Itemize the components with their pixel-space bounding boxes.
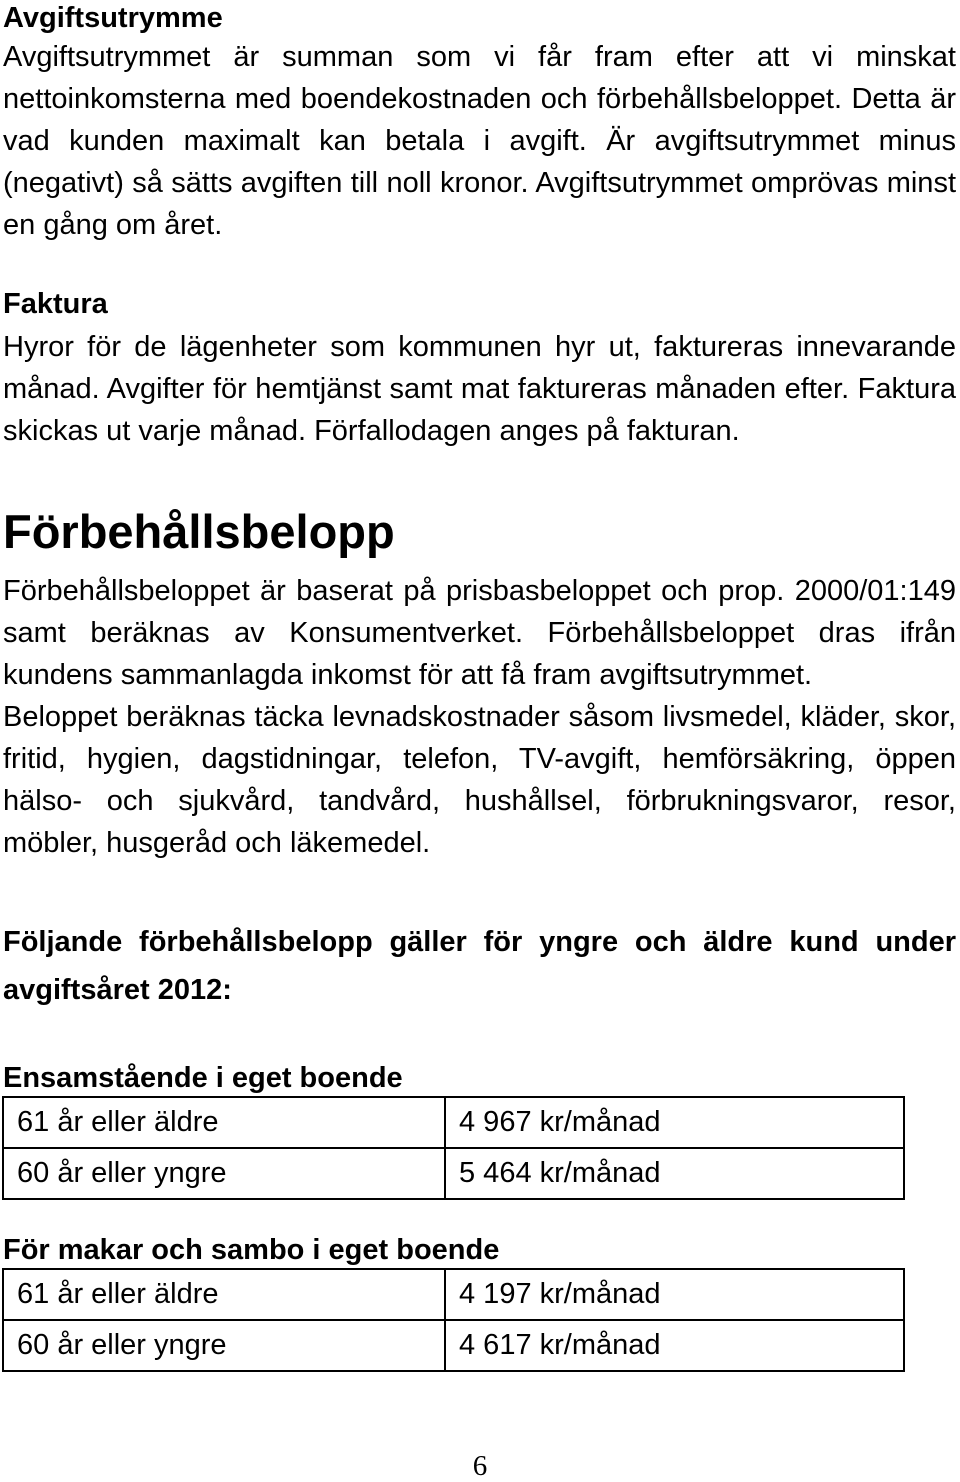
section-heading-forbehallsbelopp: Förbehållsbelopp [3,505,395,558]
fee-table-couples [2,1268,905,1372]
paragraph-faktura: Hyror för de lägenheter som kommunen hyr ut, faktureras innevarande månad. Avgifter för hemtjänst samt mat faktureras månaden efter. Faktura skickas ut varje månad. Förfallodagen anges på fakturan. [3,331,956,447]
table-row [3,1148,904,1199]
fee-table-single [2,1096,905,1200]
paragraph-forbehallsbelopp-2: Beloppet beräknas täcka levnadskostnader såsom livsmedel, kläder, skor, fritid, hygien, dagstidningar, telefon, TV-avgift, hemförsäkring, öppen hälso- och sjukvård, tandvård, hushållsel, förbrukningsvaror, resor, möbler, husgeråd och läkemedel. [3,701,956,859]
table-cell-amount: 4 617 kr/månad [445,1320,904,1371]
table-cell-age: 60 år eller yngre [3,1320,445,1371]
table-cell-age: 61 år eller äldre [3,1097,445,1148]
section-heading-following: Följande förbehållsbelopp gäller för yngre och äldre kund under avgiftsåret 2012: [3,926,956,1006]
table-row [3,1097,904,1148]
table-cell-amount: 4 197 kr/månad [445,1269,904,1320]
table-cell-age: 60 år eller yngre [3,1148,445,1199]
paragraph-avgiftsutrymme: Avgiftsutrymmet är summan som vi får fram efter att vi minskat nettoinkomsterna med boendekostnaden och förbehållsbeloppet. Detta är vad kunden maximalt kan betala i avgift. Är avgiftsutrymmet minus (negativt) så sätts avgiften till noll kronor. Avgiftsutrymmet omprövas minst en gång om året. [3,41,956,241]
table-title-couples: För makar och sambo i eget boende [3,1234,500,1266]
table-cell-amount: 5 464 kr/månad [445,1148,904,1199]
table-row [3,1269,904,1320]
table-row [3,1320,904,1371]
table-title-single: Ensamstående i eget boende [3,1062,403,1094]
section-heading-faktura: Faktura [3,288,108,320]
page-number: 6 [472,1450,488,1482]
table-cell-age: 61 år eller äldre [3,1269,445,1320]
table-cell-amount: 4 967 kr/månad [445,1097,904,1148]
paragraph-forbehallsbelopp-1: Förbehållsbeloppet är baserat på prisbasbeloppet och prop. 2000/01:149 samt beräknas av Konsumentverket. Förbehållsbeloppet dras ifrån kundens sammanlagda inkomst för att få fram avgiftsutrymmet. [3,575,956,691]
section-heading-avgiftsutrymme: Avgiftsutrymme [3,2,223,34]
